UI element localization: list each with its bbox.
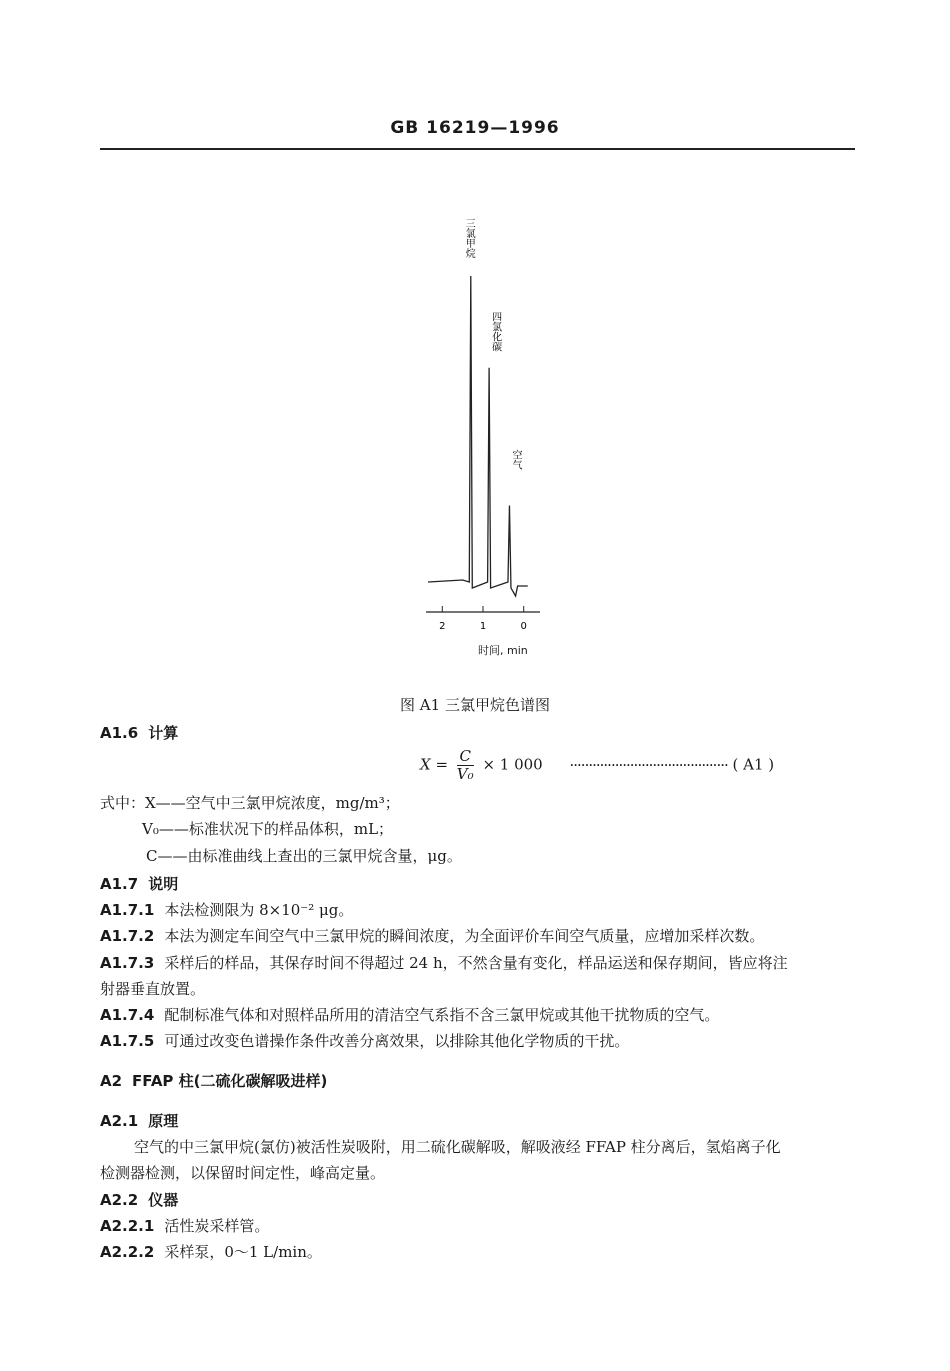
figure-caption: 图 A1 三氯甲烷色谱图 bbox=[400, 696, 550, 714]
header-rule bbox=[100, 148, 855, 150]
section-a16 bbox=[100, 722, 178, 744]
chromatogram-trace bbox=[428, 276, 528, 596]
note-a171 bbox=[100, 899, 353, 921]
note-text: 配制标准气体和对照样品所用的清洁空气系指不含三氯甲烷或其他干扰物质的空气。 bbox=[164, 1006, 720, 1024]
section-num: A1.6 bbox=[100, 724, 139, 742]
formula-denominator: V₀ bbox=[456, 765, 474, 783]
x-tick-label: 1 bbox=[479, 621, 487, 632]
section-a22 bbox=[100, 1189, 178, 1211]
formula-rhs: × 1 000 bbox=[482, 755, 543, 774]
chromatogram bbox=[420, 208, 570, 668]
instrument-a221 bbox=[100, 1215, 269, 1237]
where-line-3: C——由标准曲线上查出的三氯甲烷含量，μg。 bbox=[146, 847, 462, 865]
peak-label: 三氯甲烷 bbox=[463, 218, 475, 258]
x-tick-label: 0 bbox=[520, 621, 527, 632]
note-a175 bbox=[100, 1030, 629, 1052]
chromatogram-svg bbox=[420, 208, 570, 668]
note-text: 本法检测限为 8×10⁻² μg。 bbox=[164, 901, 354, 919]
section-num: A2 bbox=[100, 1072, 123, 1090]
x-tick-label: 2 bbox=[439, 621, 446, 632]
section-a21 bbox=[100, 1110, 178, 1132]
instrument-a222 bbox=[100, 1241, 322, 1263]
section-title: 说明 bbox=[148, 875, 179, 893]
instrument-text: 活性炭采样管。 bbox=[164, 1217, 270, 1235]
formula-dots: ·········································· bbox=[569, 755, 728, 774]
formula-label: ( A1 ) bbox=[732, 755, 775, 774]
formula-fraction bbox=[457, 748, 474, 783]
note-num: A1.7.4 bbox=[100, 1006, 155, 1024]
section-title: 计算 bbox=[148, 724, 179, 742]
section-title: 仪器 bbox=[148, 1191, 179, 1209]
note-text: 可通过改变色谱操作条件改善分离效果，以排除其他化学物质的干扰。 bbox=[164, 1032, 630, 1050]
note-a173-cont: 射器垂直放置。 bbox=[100, 980, 206, 998]
section-a17 bbox=[100, 873, 178, 895]
x-axis-label: 时间, min bbox=[478, 644, 528, 657]
note-num: A1.7.3 bbox=[100, 954, 155, 972]
note-num: A1.7.2 bbox=[100, 927, 155, 945]
principle-line-1: 空气的中三氯甲烷(氯仿)被活性炭吸附，用二硫化碳解吸，解吸液经 FFAP 柱分离后，氢焰离子化 bbox=[134, 1138, 781, 1156]
section-num: A2.2 bbox=[100, 1191, 139, 1209]
section-a2 bbox=[100, 1070, 327, 1092]
principle-line-2: 检测器检测，以保留时间定性，峰高定量。 bbox=[100, 1164, 386, 1182]
note-a172 bbox=[100, 925, 764, 947]
formula-numerator: C bbox=[457, 748, 474, 766]
where-line-1: 式中：X——空气中三氯甲烷浓度，mg/m³； bbox=[100, 794, 400, 812]
section-title: 原理 bbox=[148, 1112, 179, 1130]
section-num: A1.7 bbox=[100, 875, 139, 893]
instrument-num: A2.2.1 bbox=[100, 1217, 155, 1235]
section-title: FFAP 柱(二硫化碳解吸进样) bbox=[132, 1072, 328, 1090]
note-text: 本法为测定车间空气中三氯甲烷的瞬间浓度，为全面评价车间空气质量，应增加采样次数。 bbox=[164, 927, 765, 945]
document-header: GB 16219—1996 bbox=[390, 118, 560, 138]
peak-label: 四氯化碳 bbox=[489, 311, 501, 352]
formula-lhs: X = bbox=[420, 755, 449, 774]
section-num: A2.1 bbox=[100, 1112, 139, 1130]
instrument-num: A2.2.2 bbox=[100, 1243, 155, 1261]
formula-a1 bbox=[420, 748, 860, 788]
note-a173 bbox=[100, 952, 788, 974]
peak-label: 空气 bbox=[509, 449, 521, 470]
where-line-2: V₀——标准状况下的样品体积，mL； bbox=[142, 820, 394, 838]
note-num: A1.7.5 bbox=[100, 1032, 155, 1050]
instrument-text: 采样泵，0～1 L/min。 bbox=[164, 1243, 322, 1261]
note-a174 bbox=[100, 1004, 719, 1026]
note-text: 采样后的样品，其保存时间不得超过 24 h，不然含量有变化，样品运送和保存期间，皆应将注 bbox=[164, 954, 788, 972]
note-num: A1.7.1 bbox=[100, 901, 155, 919]
